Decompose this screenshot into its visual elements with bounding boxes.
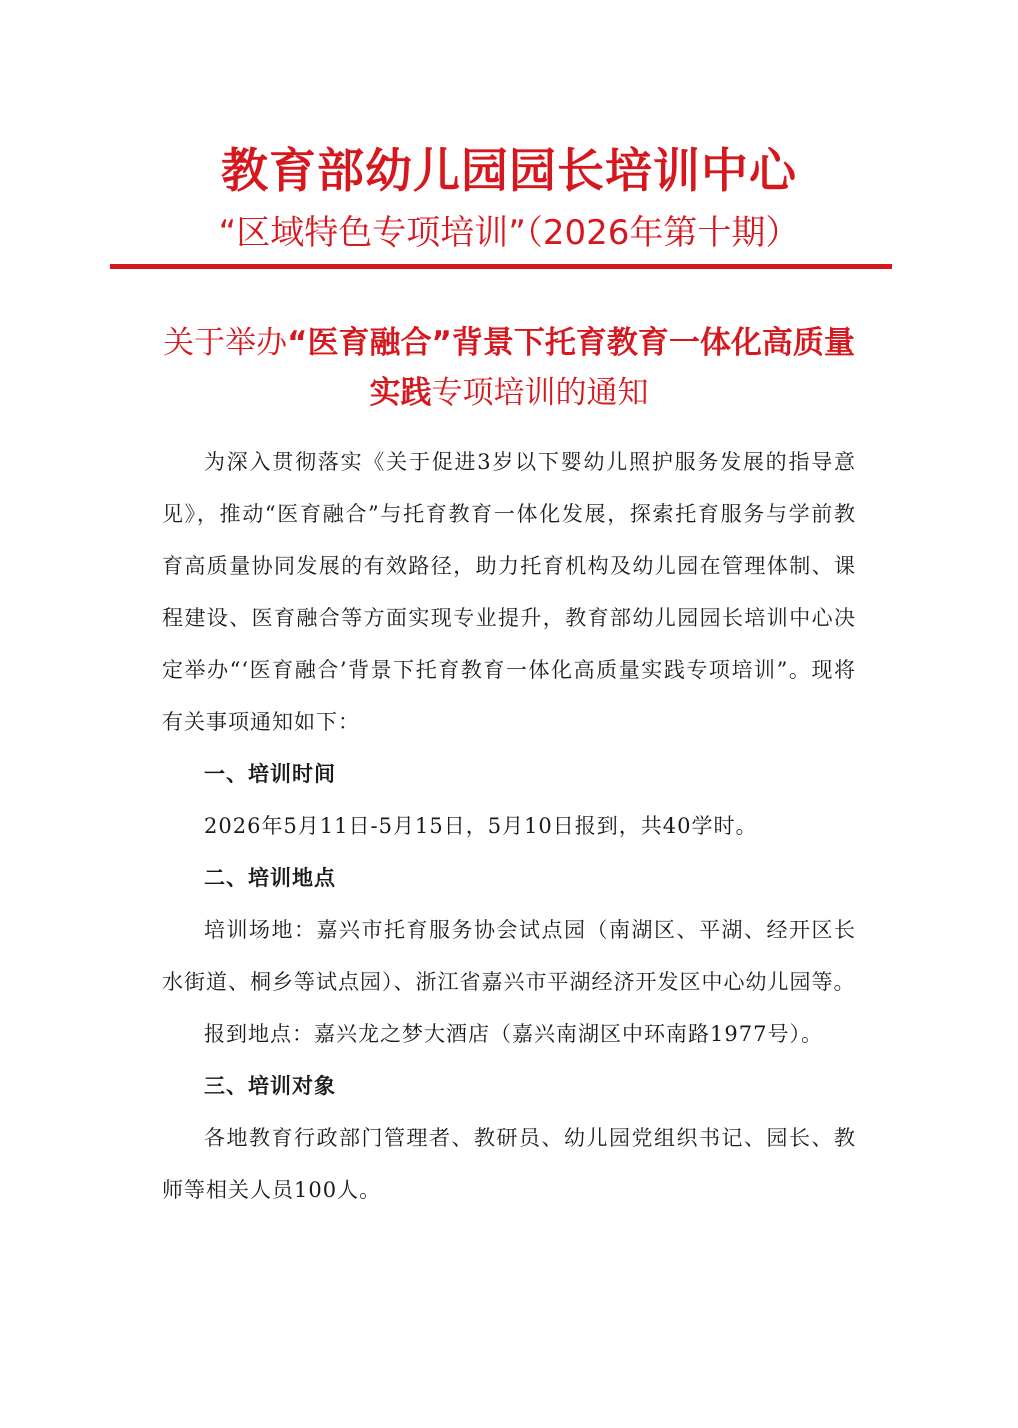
section-2-heading: 二、培训地点: [204, 866, 336, 890]
notice-title-bold-1: “医育融合”背景下托育教育一体化高质量: [287, 325, 855, 361]
notice-title-bold-2: 实践: [369, 375, 432, 411]
notice-title: [0, 318, 1018, 418]
header-red-rule: [110, 264, 892, 269]
notice-title-line-1: [0, 318, 1018, 368]
section-1-heading: 一、培训时间: [204, 762, 336, 786]
notice-title-part-2: 专项培训的通知: [431, 375, 649, 411]
section-2-venue: 培训场地：嘉兴市托育服务协会试点园（南湖区、平湖、经开区长水街道、桐乡等试点园）、浙江省嘉兴市平湖经济开发区中心幼儿园等。: [162, 918, 856, 994]
notice-body: [162, 436, 856, 1216]
section-3-heading: 三、培训对象: [204, 1074, 336, 1098]
section-2-registration: 报到地点：嘉兴龙之梦大酒店（嘉兴南湖区中环南路1977号）。: [204, 1022, 823, 1046]
intro-paragraph: 为深入贯彻落实《关于促进3岁以下婴幼儿照护服务发展的指导意见》，推动“医育融合”与托育教育一体化发展，探索托育服务与学前教育高质量协同发展的有效路径，助力托育机构及幼儿园在管理体制、课程建设、医育融合等方面实现专业提升，教育部幼儿园园长培训中心决定举办“‘医育融合’背景下托育教育一体化高质量实践专项培训”。现将有关事项通知如下：: [162, 450, 856, 734]
org-subtitle: “区域特色专项培训”（2026年第十期）: [218, 213, 800, 253]
section-1-text: 2026年5月11日-5月15日，5月10日报到，共40学时。: [204, 814, 758, 838]
notice-title-line-2: [0, 368, 1018, 418]
org-title: 教育部幼儿园园长培训中心: [221, 144, 797, 199]
notice-title-part-1: 关于举办: [163, 325, 288, 361]
section-3-text: 各地教育行政部门管理者、教研员、幼儿园党组织书记、园长、教师等相关人员100人。: [162, 1126, 856, 1202]
